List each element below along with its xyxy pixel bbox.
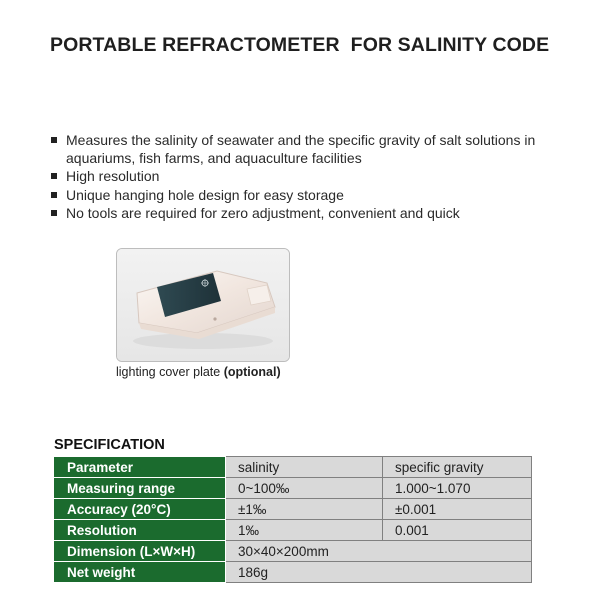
table-row	[55, 520, 532, 541]
feature-text: Measures the salinity of seawater and the specific gravity of salt solutions in aquariums, fish farms, and aquaculture facilities	[66, 132, 536, 167]
bullet-icon	[51, 210, 57, 216]
bullet-icon	[51, 192, 57, 198]
row-label: Net weight	[55, 562, 226, 583]
row-label: Parameter	[55, 457, 226, 478]
caption-text: lighting cover plate	[116, 365, 224, 379]
cell-value: 1‰	[226, 520, 383, 541]
feature-text: Unique hanging hole design for easy storage	[66, 186, 344, 203]
row-label: Measuring range	[55, 478, 226, 499]
cell-value: ±1‰	[226, 499, 383, 520]
feature-list	[50, 131, 590, 222]
specification-table	[54, 456, 532, 583]
cell-value: ±0.001	[383, 499, 532, 520]
feature-item	[50, 186, 590, 204]
caption-optional: (optional)	[223, 365, 281, 379]
table-row	[55, 562, 532, 583]
table-row	[55, 541, 532, 562]
spec-heading: SPECIFICATION	[54, 437, 165, 453]
bullet-icon	[51, 173, 57, 179]
page-title: PORTABLE REFRACTOMETER FOR SALINITY CODE	[50, 34, 550, 56]
row-label: Accuracy (20°C)	[55, 499, 226, 520]
photo-caption	[116, 365, 376, 379]
row-label: Dimension (L×W×H)	[55, 541, 226, 562]
feature-text: No tools are required for zero adjustment, convenient and quick	[66, 204, 460, 221]
cell-value: 186g	[226, 562, 532, 583]
feature-item	[50, 204, 590, 222]
table-row	[55, 457, 532, 478]
cell-value: 0.001	[383, 520, 532, 541]
cell-value: 30×40×200mm	[226, 541, 532, 562]
table-row	[55, 478, 532, 499]
cell-value: specific gravity	[383, 457, 532, 478]
feature-item	[50, 167, 590, 185]
row-label: Resolution	[55, 520, 226, 541]
feature-text: High resolution	[66, 168, 160, 185]
lighting-cover-plate-image	[117, 249, 289, 361]
cell-value: 0~100‰	[226, 478, 383, 499]
feature-item	[50, 131, 590, 167]
cell-value: salinity	[226, 457, 383, 478]
bullet-icon	[51, 137, 57, 143]
lighting-cover-plate-photo	[116, 248, 290, 362]
cell-value: 1.000~1.070	[383, 478, 532, 499]
table-row	[55, 499, 532, 520]
